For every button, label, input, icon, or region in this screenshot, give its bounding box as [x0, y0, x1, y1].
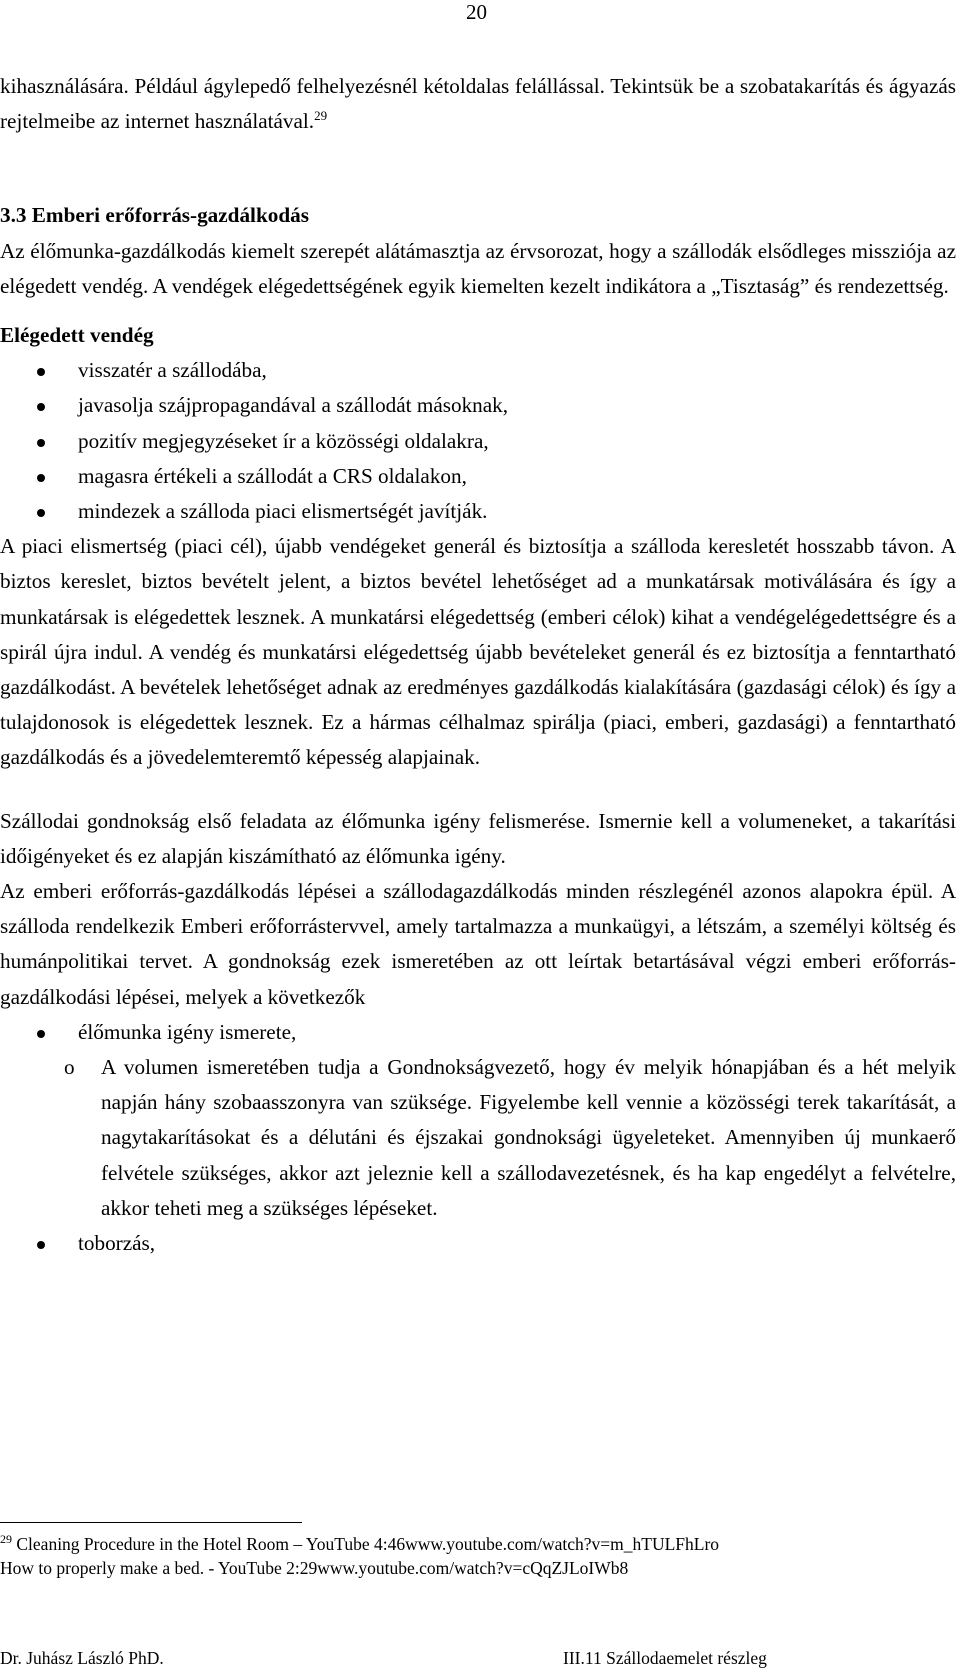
- list-item: [0, 459, 956, 494]
- section-paragraph: Az élőmunka-gazdálkodás kiemelt szerepét alátámasztja az érvsorozat, hogy a szállodák elsődleges missziója az elégedett vendég. A vendégek elégedettségének egyik kiemelten kezelt indikátora a „Tisztaság” és rendezettség.: [0, 238, 956, 298]
- hr-substeps-list: [0, 1050, 956, 1226]
- page-number: 20: [466, 0, 487, 24]
- list-item-text: visszatér a szállodába,: [78, 358, 267, 383]
- bullet-icon: [37, 474, 45, 482]
- bullet-icon: [37, 1030, 45, 1038]
- list-item: [0, 424, 956, 459]
- bullet-icon: [37, 403, 45, 411]
- list-item: [0, 1226, 956, 1261]
- section-heading: 3.3 Emberi erőforrás-gazdálkodás: [0, 203, 309, 228]
- intro-paragraph: [0, 69, 956, 139]
- footnotes: [0, 1532, 956, 1580]
- circle-bullet-icon: o: [64, 1055, 75, 1080]
- list-item-text: javasolja szájpropagandával a szállodát másoknak,: [78, 393, 509, 418]
- document-body: [0, 69, 956, 1261]
- list-item: [0, 494, 956, 529]
- sub-list-item-text: A volumen ismeretében tudja a Gondnokságvezető, hogy év melyik hónapjában és a hét melyik napján hány szobaasszonyra van szüksége. Figyelembe kell vennie a közösségi terek takarítását, a nagytakarításokat és a délutáni és éjszakai gondnoksági ügyeleteket. Amennyiben új munkaerő felvétele szükséges, akkor azt jeleznie kell a szállodavezetésnek, és ha kap engedélyt a felvételre, akkor teheti meg a szükséges lépéseket.: [101, 1055, 956, 1220]
- list-item-text: toborzás,: [78, 1231, 156, 1256]
- satisfied-guest-heading: Elégedett vendég: [0, 323, 154, 348]
- list-item: [0, 1015, 956, 1050]
- footnote-separator: [0, 1522, 302, 1523]
- hr-steps-list: [0, 1015, 956, 1050]
- hr-paragraph: Az emberi erőforrás-gazdálkodás lépései a szállodagazdálkodás minden részlegénél azonos alapokra épül. A szálloda rendelkezik Emberi erőforrástervvel, amely tartalmazza a munkaügyi, a létszám, a személyi költség és humánpolitikai tervet. A gondnokság ezek ismeretében az ott leírtak betartásával végzi emberi erőforrás-gazdálkodási lépései, melyek a következők: [0, 879, 956, 1009]
- footnote-line-1: [0, 1532, 956, 1556]
- satisfied-guest-list: [0, 353, 956, 529]
- housekeeping-paragraph: Szállodai gondnokság első feladata az élőmunka igény felismerése. Ismernie kell a volumeneket, a takarítási időigényeket és ez alapján kiszámítható az élőmunka igény.: [0, 808, 956, 868]
- bullet-icon: [37, 368, 45, 376]
- bullet-icon: [37, 509, 45, 517]
- list-item-text: magasra értékeli a szállodát a CRS oldalakon,: [78, 463, 467, 488]
- sub-list-item: [0, 1050, 956, 1226]
- hr-steps-list-continued: [0, 1226, 956, 1261]
- footnote-text-1[interactable]: Cleaning Procedure in the Hotel Room – YouTube 4:46www.youtube.com/watch?v=m_hTULFhLro: [16, 1534, 720, 1554]
- list-item: [0, 353, 956, 388]
- footnote-number: 29: [0, 1532, 12, 1547]
- bullet-icon: [37, 1241, 45, 1249]
- list-item-text: élőmunka igény ismerete,: [78, 1019, 297, 1044]
- footer-course: III.11 Szállodaemelet részleg: [563, 1648, 767, 1668]
- market-paragraph: A piaci elismertség (piaci cél), újabb vendégeket generál és biztosítja a szálloda keresletét hosszabb távon. A biztos kereslet, biztos bevételt jelent, a biztos bevétel lehetőséget ad a munkatársak motiválására és így a munkatársak is elégedettek lesznek. A munkatársi elégedettség (emberi célok) kihat a vendégelégedettségre és a spirál újra indul. A vendég és munkatársi elégedettség újabb bevételeket generál és ez biztosítja a fenntartható gazdálkodást. A bevételek lehetőséget adnak az eredményes gazdálkodás kialakítására (gazdasági célok) és így a tulajdonosok is elégedettek lesznek. Ez a hármas célhalmaz spirálja (piaci, emberi, gazdasági) a fenntartható gazdálkodás és a jövedelemteremtő képesség alapjainak.: [0, 534, 956, 770]
- list-item: [0, 388, 956, 423]
- list-item-text: mindezek a szálloda piaci elismertségét javítják.: [78, 499, 488, 524]
- bullet-icon: [37, 439, 45, 447]
- footnote-line-2[interactable]: How to properly make a bed. - YouTube 2:29www.youtube.com/watch?v=cQqZJLoIWb8: [0, 1558, 629, 1578]
- footnote-reference[interactable]: 29: [314, 108, 328, 124]
- intro-text: kihasználására. Például ágylepedő felhelyezésnél kétoldalas felállással. Tekintsük be a szobatakarítás és ágyazás rejtelmeibe az internet használatával.: [0, 74, 956, 134]
- footer-author: Dr. Juhász László PhD.: [0, 1648, 164, 1668]
- list-item-text: pozitív megjegyzéseket ír a közösségi oldalakra,: [78, 428, 489, 453]
